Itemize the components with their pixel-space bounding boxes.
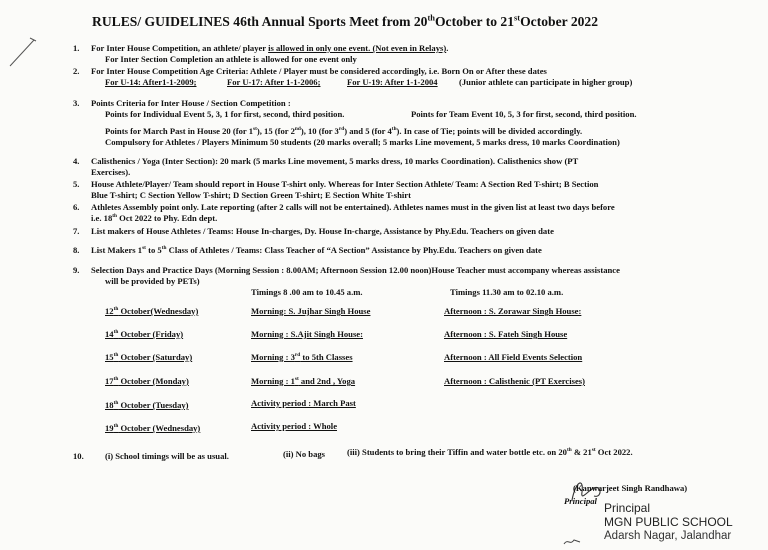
- text: Oct 2022.: [595, 447, 633, 457]
- item-number: 4.: [73, 156, 80, 166]
- sup: st: [294, 376, 299, 383]
- points-team: Points for Team Event 10, 5, 3 for first, second, third position.: [411, 109, 637, 119]
- text: List Makers 1: [91, 245, 143, 255]
- sup: th: [391, 126, 397, 133]
- stamp-role: Principal: [604, 501, 651, 515]
- underlined-text: is allowed in only one event. (Not even in Relays): [268, 43, 447, 53]
- text: Morning : 3: [251, 352, 295, 362]
- item-3-line-1: Points Criteria for Inter House / Section Competition :: [91, 98, 291, 108]
- item-9-line-1: Selection Days and Practice Days (Morning Session : 8.00AM; Afternoon Session 12.00 noon)House Teacher must accompany whereas assistance: [91, 265, 620, 275]
- text: 18: [105, 400, 114, 410]
- text: 14: [105, 329, 114, 339]
- sup: th: [113, 329, 119, 336]
- title-text: October to 21: [434, 14, 515, 29]
- item-6-line-1: Athletes Assembly point only. Late reporting (after 2 calls will not be entertained). Athletes names must in the given list at least two days before: [91, 202, 615, 212]
- text: & 21: [571, 447, 592, 457]
- sup: th: [113, 352, 119, 359]
- schedule-morning: Activity period : Whole: [251, 421, 338, 431]
- text: and 2nd , Yoga: [298, 376, 356, 386]
- stamp-school: MGN PUBLIC SCHOOL: [604, 515, 733, 529]
- schedule-morning: [251, 353, 353, 362]
- sup: th: [112, 213, 117, 220]
- item-number: 8.: [73, 245, 80, 255]
- sup: th: [113, 306, 119, 313]
- text: 15: [105, 352, 114, 362]
- title-sup: th: [427, 12, 435, 23]
- text: October (Monday): [118, 376, 189, 386]
- text: Morning : 1: [251, 376, 295, 386]
- text: i.e. 18: [91, 213, 113, 223]
- signatory-name: (Kanwarjeet Singh Randhawa): [573, 483, 688, 493]
- item-number: 9.: [73, 265, 80, 275]
- title-text: October 2022: [520, 14, 599, 29]
- schedule-date: [105, 401, 189, 410]
- text: 17: [105, 376, 114, 386]
- schedule-date: [105, 377, 189, 386]
- item-7-line-1: List makers of House Athletes / Teams: House In-charges, Dy. House In-charge, Assistance by Phy.Edu. Teachers on given date: [91, 226, 554, 236]
- schedule-afternoon: Afternoon : S. Fateh Singh House: [444, 329, 568, 339]
- schedule-date: [105, 307, 198, 316]
- text: to 5: [145, 245, 162, 255]
- age-u17: For U-17: After 1-1-2006;: [227, 77, 321, 87]
- sup: st: [142, 245, 146, 252]
- text: ), 15 (for 2: [256, 126, 295, 136]
- sup: rd: [294, 352, 301, 359]
- sup: st: [591, 447, 596, 454]
- text: to 5th Classes: [300, 352, 353, 362]
- item-5-line-1: House Athlete/Player/ Team should report in House T-shirt only. Whereas for Inter Section Athlete/ Team: A Section Red T-shirt; B Section: [91, 179, 599, 189]
- sup: th: [566, 447, 572, 454]
- item-10-part-iii: [347, 448, 633, 457]
- points-individual: Points for Individual Event 5, 3, 1 for first, second, third position.: [105, 109, 345, 119]
- schedule-date: [105, 330, 183, 339]
- pen-mark-icon: [8, 36, 38, 68]
- text: Class of Athletes / Teams: Class Teacher of “A Section” Assistance by Phy.Edu. Teachers on given date: [166, 245, 542, 255]
- item-1-line-2: For Inter Section Completion an athlete is allowed for one event only: [105, 54, 357, 64]
- text: October (Saturday): [118, 352, 193, 362]
- stamp-place: Adarsh Nagar, Jalandhar: [604, 530, 732, 542]
- schedule-date: [105, 424, 200, 433]
- text: 12: [105, 306, 114, 316]
- item-4-line-1: Calisthenics / Yoga (Inter Section): 20 mark (5 marks Line movement, 5 marks dress, 10 marks Coordination). Calisthenics show (PT: [91, 156, 579, 166]
- item-10-part-ii: (ii) No bags: [283, 449, 326, 459]
- text: Points for March Past in House 20 (for 1: [105, 126, 253, 136]
- sup: th: [113, 400, 119, 407]
- sup: nd: [294, 126, 301, 133]
- text: October (Wednesday): [118, 423, 201, 433]
- item-number: 7.: [73, 226, 80, 236]
- text: Oct 2022 to Phy. Edn dept.: [117, 213, 218, 223]
- schedule-morning: [251, 377, 355, 386]
- schedule-morning: Morning : S.Ajit Singh House:: [251, 329, 363, 339]
- age-note: (Junior athlete can participate in higher group): [459, 77, 633, 87]
- item-number: 10.: [73, 451, 84, 461]
- item-9-line-2: will be provided by PETs): [105, 276, 200, 286]
- text: October (Friday): [118, 329, 184, 339]
- item-6-line-2: [91, 214, 217, 223]
- item-4-line-2: Exercises).: [91, 167, 131, 177]
- text: ) and 5 (for 4: [344, 126, 392, 136]
- item-number: 2.: [73, 66, 80, 76]
- item-1-line-1: [91, 44, 448, 53]
- points-march-past: [105, 127, 582, 136]
- sup: st: [253, 126, 257, 133]
- sup: th: [113, 423, 119, 430]
- timing-afternoon: Timings 11.30 am to 02.10 a.m.: [450, 287, 564, 297]
- signatory-role: Principal: [564, 496, 597, 506]
- text: October (Tuesday): [118, 400, 189, 410]
- schedule-morning: Morning: S. Jujhar Singh House: [251, 306, 371, 316]
- item-number: 5.: [73, 179, 80, 189]
- schedule-morning: Activity period : March Past: [251, 398, 356, 408]
- title-sup: st: [514, 12, 521, 23]
- schedule-afternoon: Afternoon : S. Zorawar Singh House:: [444, 306, 582, 316]
- text: 19: [105, 423, 114, 433]
- sup: th: [113, 376, 119, 383]
- item-8-line-1: [91, 246, 542, 255]
- text: October(Wednesday): [118, 306, 199, 316]
- initials-scribble-icon: [562, 534, 582, 548]
- text: (iii) Students to bring their Tiffin and water bottle etc. on 20: [347, 447, 567, 457]
- sup: th: [161, 245, 167, 252]
- schedule-afternoon: Afternoon : All Field Events Selection: [444, 352, 583, 362]
- timing-morning: Timings 8 .00 am to 10.45 a.m.: [251, 287, 363, 297]
- item-number: 6.: [73, 202, 80, 212]
- text: For Inter House Competition, an athlete/ player: [91, 43, 269, 53]
- schedule-date: [105, 353, 192, 362]
- text: ). In case of Tie; points will be divided accordingly.: [396, 126, 583, 136]
- age-u14: For U-14: After1-1-2009;: [105, 77, 197, 87]
- item-2-line-1: For Inter House Competition Age Criteria: Athlete / Player must be considered accordingly, i.e. Born On or After these dates: [91, 66, 547, 76]
- page-title: [92, 14, 598, 30]
- item-number: 1.: [73, 43, 80, 53]
- item-number: 3.: [73, 98, 80, 108]
- age-u19: For U-19: After 1-1-2004: [347, 77, 438, 87]
- points-compulsory: Compulsory for Athletes / Players Minimum 50 students (20 marks overall; 5 marks Line movement, 5 marks dress, 10 marks Coordination): [105, 137, 620, 147]
- schedule-afternoon: Afternoon : Calisthenic (PT Exercises): [444, 376, 585, 386]
- title-text: RULES/ GUIDELINES 46th Annual Sports Meet from 20: [92, 14, 428, 29]
- text: ), 10 (for 3: [300, 126, 339, 136]
- item-5-line-2: Blue T-shirt; C Section Yellow T-shirt; D Section Green T-shirt; E Section White T-shirt: [91, 190, 411, 200]
- sup: rd: [338, 126, 345, 133]
- text: .: [446, 43, 449, 53]
- item-10-part-i: (i) School timings will be as usual.: [105, 451, 229, 461]
